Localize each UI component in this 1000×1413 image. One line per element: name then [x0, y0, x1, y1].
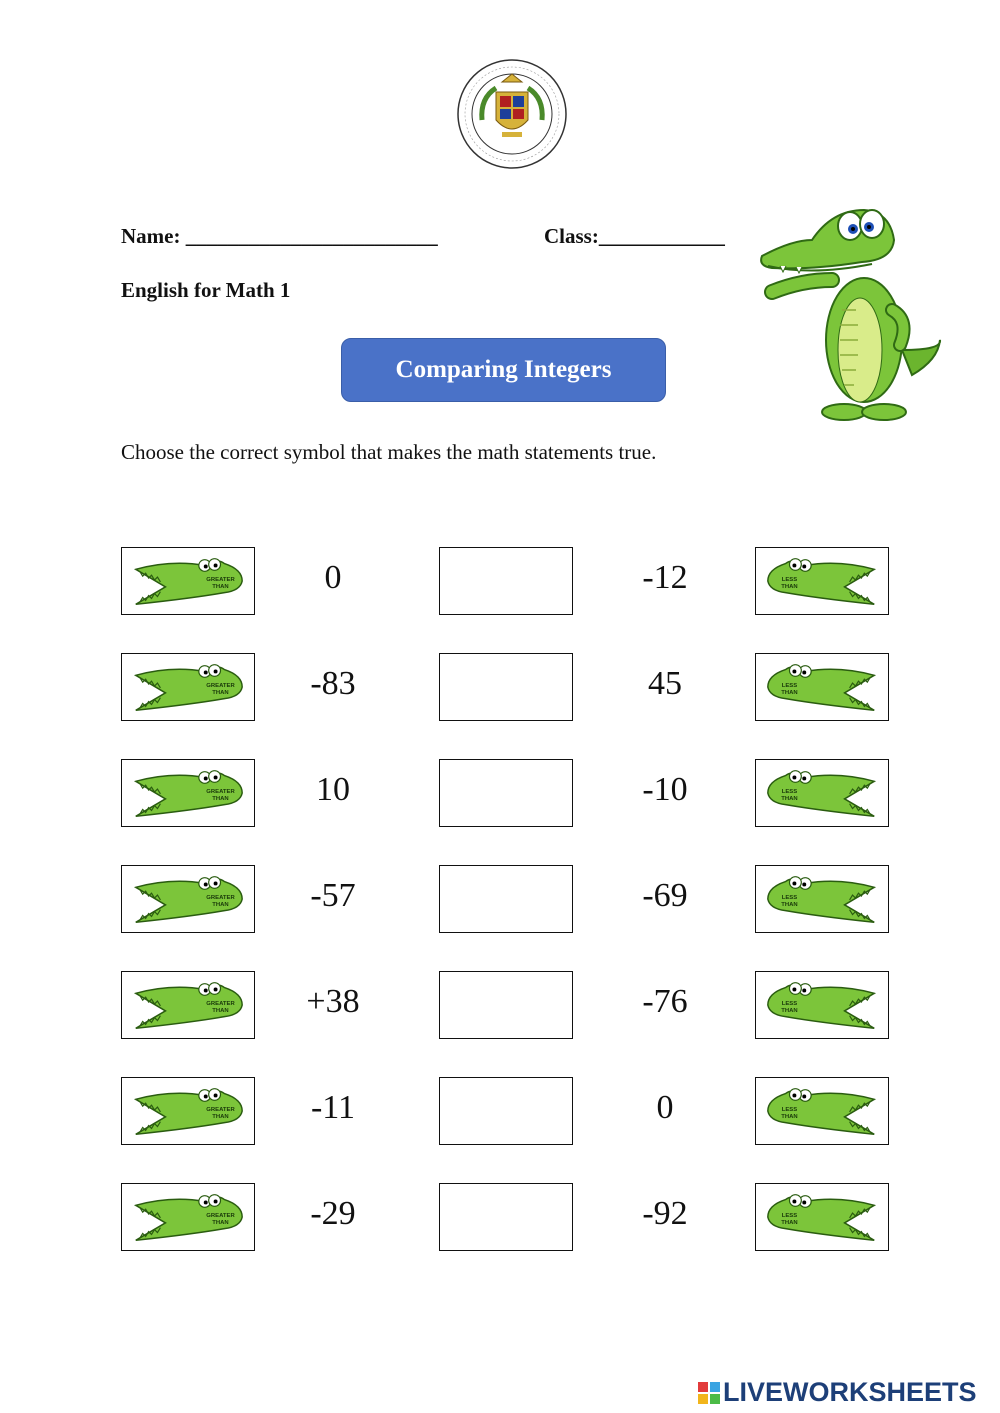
less-than-card[interactable] — [755, 865, 889, 933]
right-number: -10 — [642, 771, 688, 808]
croc-label-line2: THAN — [781, 583, 798, 590]
answer-box[interactable] — [439, 653, 573, 721]
greater-than-card[interactable] — [121, 759, 255, 827]
answer-box[interactable] — [439, 759, 573, 827]
croc-label-line1: GREATER — [206, 683, 235, 689]
right-number: 0 — [656, 1089, 674, 1126]
croc-label-line1: LESS — [781, 683, 798, 689]
right-number: -12 — [642, 559, 688, 596]
croc-label-line1: GREATER — [206, 1213, 235, 1219]
croc-label-line2: THAN — [781, 795, 798, 802]
left-number: -83 — [310, 665, 356, 702]
greater-than-card[interactable] — [121, 865, 255, 933]
subject-heading: English for Math 1 — [121, 278, 291, 302]
croc-label-line1: LESS — [781, 1107, 798, 1113]
greater-than-card[interactable] — [121, 547, 255, 615]
croc-label-line2: THAN — [781, 1113, 798, 1120]
right-number: 45 — [648, 665, 682, 702]
page-title: Comparing Integers — [395, 356, 612, 383]
less-than-card[interactable] — [755, 971, 889, 1039]
croc-label-line2: THAN — [212, 1007, 229, 1014]
left-number: 10 — [316, 771, 350, 808]
class-blank[interactable]: ____________ — [598, 224, 725, 248]
croc-label-line1: GREATER — [206, 789, 235, 795]
croc-label-line2: THAN — [781, 1007, 798, 1014]
liveworksheets-icon — [698, 1382, 720, 1404]
greater-than-card[interactable] — [121, 653, 255, 721]
greater-than-card[interactable] — [121, 1183, 255, 1251]
croc-label-line2: THAN — [212, 795, 229, 802]
croc-label-line1: LESS — [781, 577, 798, 583]
less-than-card[interactable] — [755, 653, 889, 721]
right-number: -92 — [642, 1195, 688, 1232]
name-field — [121, 224, 438, 249]
croc-label-line1: GREATER — [206, 577, 235, 583]
croc-label-line2: THAN — [212, 1219, 229, 1226]
instruction-text: Choose the correct symbol that makes the math statements true. — [121, 440, 657, 464]
school-seal — [456, 58, 568, 170]
croc-label-line2: THAN — [781, 901, 798, 908]
liveworksheets-logo — [698, 1377, 977, 1408]
answer-box[interactable] — [439, 971, 573, 1039]
name-blank[interactable]: ________________________ — [185, 224, 438, 248]
croc-label-line2: THAN — [212, 1113, 229, 1120]
croc-label-line1: LESS — [781, 895, 798, 901]
crocodile-mascot — [752, 200, 944, 422]
croc-label-line2: THAN — [212, 901, 229, 908]
class-label: Class: — [544, 224, 599, 248]
less-than-card[interactable] — [755, 759, 889, 827]
croc-label-line1: LESS — [781, 1213, 798, 1219]
brand-name: LIVEWORKSHEETS — [723, 1377, 977, 1407]
less-than-card[interactable] — [755, 547, 889, 615]
name-label: Name: — [121, 224, 181, 248]
class-field — [544, 224, 725, 249]
croc-label-line1: GREATER — [206, 1107, 235, 1113]
left-number: -57 — [310, 877, 356, 914]
left-number: -29 — [310, 1195, 356, 1232]
title-banner — [341, 338, 666, 402]
greater-than-card[interactable] — [121, 1077, 255, 1145]
croc-label-line1: GREATER — [206, 1001, 235, 1007]
croc-label-line1: LESS — [781, 1001, 798, 1007]
right-number: -76 — [642, 983, 688, 1020]
answer-box[interactable] — [439, 865, 573, 933]
croc-label-line1: GREATER — [206, 895, 235, 901]
answer-box[interactable] — [439, 547, 573, 615]
croc-label-line2: THAN — [212, 583, 229, 590]
croc-label-line1: LESS — [781, 789, 798, 795]
less-than-card[interactable] — [755, 1183, 889, 1251]
left-number: 0 — [324, 559, 342, 596]
croc-label-line2: THAN — [781, 689, 798, 696]
croc-label-line2: THAN — [212, 689, 229, 696]
croc-label-line2: THAN — [781, 1219, 798, 1226]
answer-box[interactable] — [439, 1077, 573, 1145]
less-than-card[interactable] — [755, 1077, 889, 1145]
right-number: -69 — [642, 877, 688, 914]
left-number: +38 — [306, 983, 360, 1020]
greater-than-card[interactable] — [121, 971, 255, 1039]
left-number: -11 — [310, 1089, 356, 1126]
answer-box[interactable] — [439, 1183, 573, 1251]
